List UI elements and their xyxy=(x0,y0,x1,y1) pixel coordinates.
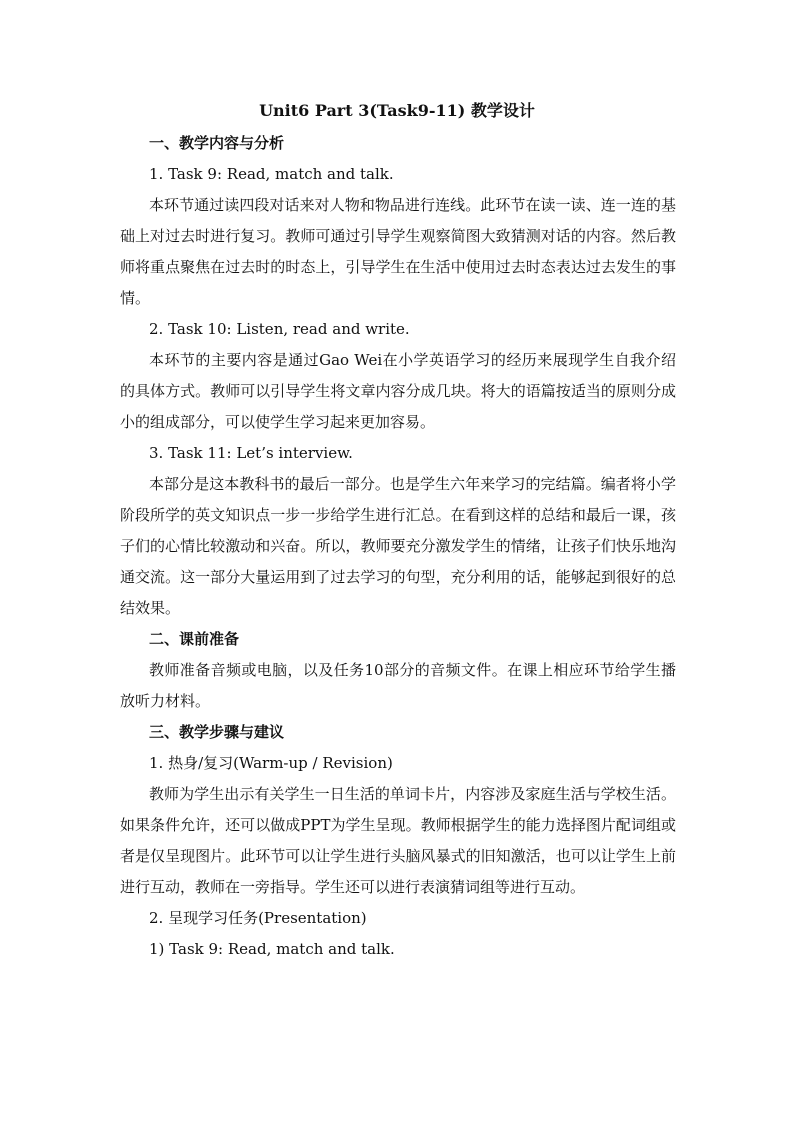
document-title: Unit6 Part 3(Task9-11) 教学设计 xyxy=(259,101,535,120)
section-heading-steps: 三、教学步骤与建议 xyxy=(149,723,285,741)
item-task9: 1. Task 9: Read, match and talk. xyxy=(149,165,394,183)
paragraph-warmup: 教师为学生出示有关学生一日生活的单词卡片，内容涉及家庭生活与学校生活。如果条件允许，还可以做成PPT为学生呈现。教师根据学生的能力选择图片配词组或者是仅呈现图片。此环节可以让学生进行头脑风暴式的旧知激活，也可以让学生上前进行互动，教师在一旁指导。学生还可以进行表演猜词组等进行互动。 xyxy=(120,785,676,896)
item-task10: 2. Task 10: Listen, read and write. xyxy=(149,320,410,338)
document-body xyxy=(120,128,676,965)
section-heading-content-analysis: 一、教学内容与分析 xyxy=(149,134,285,152)
paragraph-task9: 本环节通过读四段对话来对人物和物品进行连线。此环节在读一读、连一连的基础上对过去时进行复习。教师可通过引导学生观察简图大致猜测对话的内容。然后教师将重点聚焦在过去时的时态上，引导学生在生活中使用过去时态表达过去发生的事情。 xyxy=(120,196,676,307)
paragraph-preparation: 教师准备音频或电脑，以及任务10部分的音频文件。在课上相应环节给学生播放听力材料。 xyxy=(120,661,676,710)
step-warmup: 1. 热身/复习(Warm-up / Revision) xyxy=(149,754,393,772)
substep-task9: 1) Task 9: Read, match and talk. xyxy=(149,940,395,958)
paragraph-task10: 本环节的主要内容是通过Gao Wei在小学英语学习的经历来展现学生自我介绍的具体方式。教师可以引导学生将文章内容分成几块。将大的语篇按适当的原则分成小的组成部分，可以使学生学习起来更加容易。 xyxy=(120,351,676,431)
section-heading-preparation: 二、课前准备 xyxy=(149,630,240,648)
paragraph-task11: 本部分是这本教科书的最后一部分。也是学生六年来学习的完结篇。编者将小学阶段所学的英文知识点一步一步给学生进行汇总。在看到这样的总结和最后一课，孩子们的心情比较激动和兴奋。所以，教师要充分激发学生的情绪，让孩子们快乐地沟通交流。这一部分大量运用到了过去学习的句型，充分利用的话，能够起到很好的总结效果。 xyxy=(120,475,676,617)
item-task11: 3. Task 11: Let’s interview. xyxy=(149,444,353,462)
step-presentation: 2. 呈现学习任务(Presentation) xyxy=(149,909,367,927)
